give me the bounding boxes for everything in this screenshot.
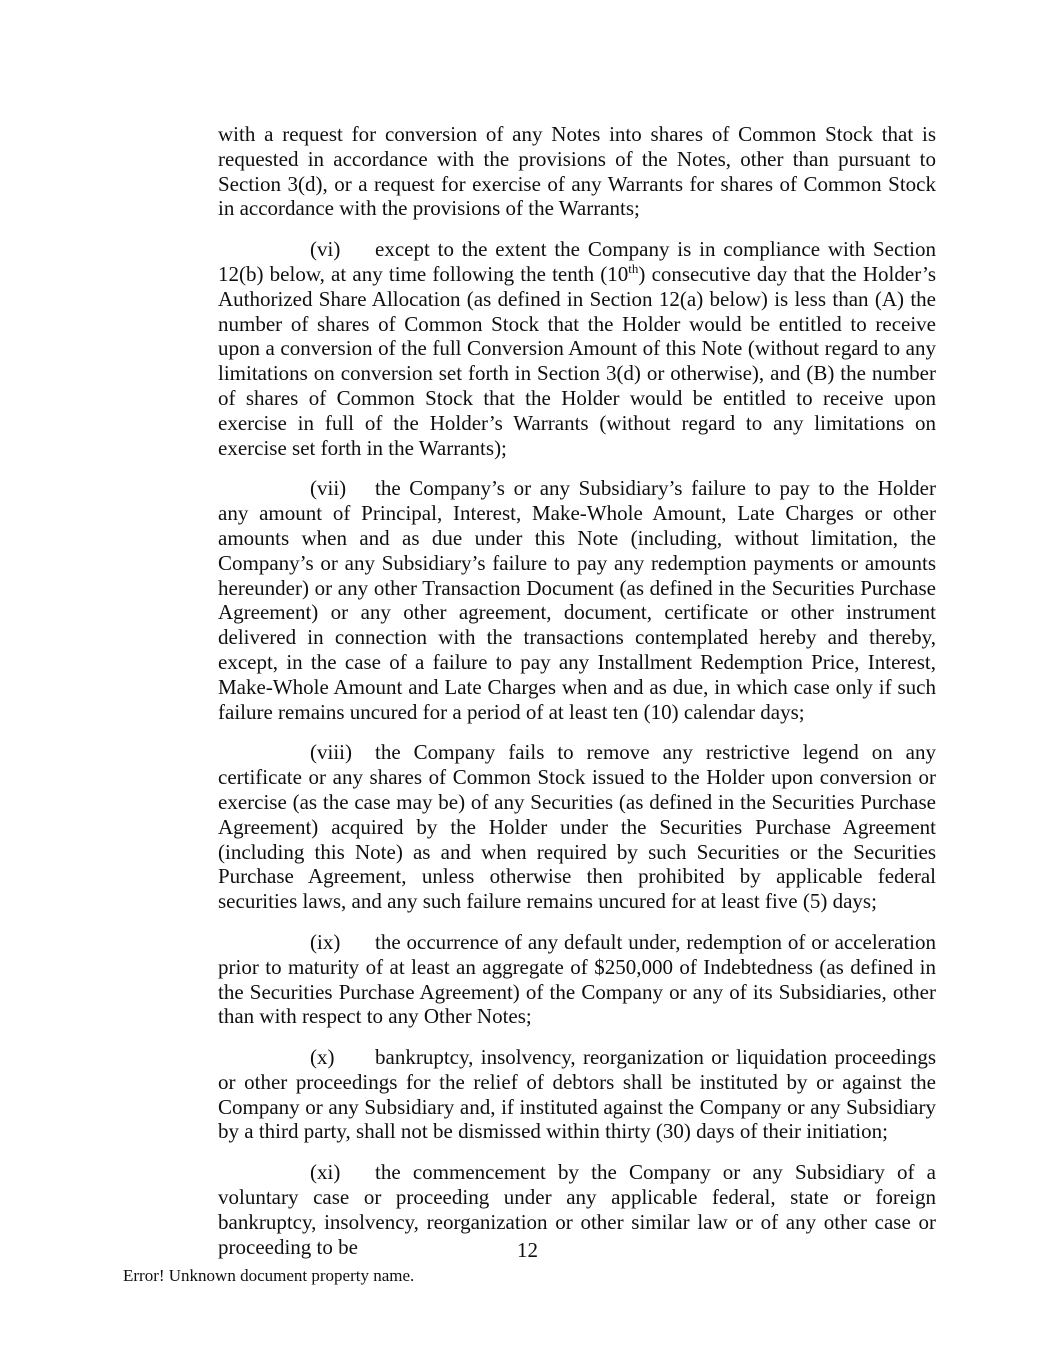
- clause-vi-text-before-sup: except to the extent the Company is in compliance with Section 12(b) below, at any time following the tenth (10: [218, 237, 936, 286]
- clause-vii-text: the Company’s or any Subsidiary’s failure to pay to the Holder any amount of Principal, Interest, Make-Whole Amount, Late Charges or other amounts when and as due under this Note (including, without limitation, the Company’s or any Subsidiary’s failure to pay any redemption payments or amounts hereunder) or any other Transaction Document (as defined in the Securities Purchase Agreement) or any other agreement, document, certificate or other instrument delivered in connection with the transactions contemplated hereby and thereby, except, in the case of a failure to pay any Installment Redemption Price, Interest, Make-Whole Amount and Late Charges when and as due, in which case only if such failure remains uncured for a period of at least ten (10) calendar days;: [218, 476, 936, 724]
- clause-vi-superscript: th: [628, 260, 639, 276]
- clause-ix-text: the occurrence of any default under, redemption of or acceleration prior to maturity of at least an aggregate of $250,000 of Indebtedness (as defined in the Securities Purchase Agreement) of the Company or any of its Subsidiaries, other than with respect to any Other Notes;: [218, 929, 936, 1029]
- clause-ix: [218, 930, 936, 1029]
- clause-xi-number: (xi): [310, 1160, 341, 1185]
- clause-x-text: bankruptcy, insolvency, reorganization or liquidation proceedings or other proceedings for the relief of debtors shall be instituted by or against the Company or any Subsidiary and, if instituted against the Company or any Subsidiary by a third party, shall not be dismissed within thirty (30) days of their initiation;: [218, 1045, 936, 1144]
- clause-xi-text: the commencement by the Company or any Subsidiary of a voluntary case or proceeding under any applicable federal, state or foreign bankruptcy, insolvency, reorganization or other similar law or of any other case or proceeding to be: [218, 1160, 936, 1259]
- clause-vi-text-after-sup: ) consecutive day that the Holder’s Authorized Share Allocation (as defined in Section 12(a) below) is less than (A) the number of shares of Common Stock that the Holder would be entitled to receive upon a conversion of the full Conversion Amount of this Note (without regard to any limitations on conversion set forth in Section 3(d) or otherwise), and (B) the number of shares of Common Stock that the Holder would be entitled to receive upon exercise in full of the Holder’s Warrants (without regard to any limitations on exercise set forth in the Warrants);: [218, 261, 936, 460]
- clause-x-number: (x): [310, 1045, 335, 1070]
- clause-vi-number: (vi): [310, 237, 341, 262]
- clause-ix-number: (ix): [310, 929, 341, 954]
- clause-viii-text: the Company fails to remove any restrictive legend on any certificate or any shares of Common Stock issued to the Holder upon conversion or exercise (as the case may be) of any Securities (as defined in the Securities Purchase Agreement) acquired by the Holder under the Securities Purchase Agreement (including this Note) as and when required by such Securities or the Securities Purchase Agreement, unless otherwise then prohibited by applicable federal securities laws, and any such failure remains uncured for at least five (5) days;: [218, 740, 936, 914]
- clause-x: [218, 1045, 936, 1144]
- paragraph-intro: [218, 122, 936, 221]
- clause-vii-number: (vii): [310, 476, 347, 501]
- document-body: [218, 122, 936, 1259]
- footer-error-text: Error! Unknown document property name.: [123, 1266, 415, 1285]
- clause-viii: [218, 740, 936, 914]
- clause-vii: [218, 476, 936, 724]
- paragraph-intro-text: with a request for conversion of any Notes into shares of Common Stock that is requested in accordance with the provisions of the Notes, other than pursuant to Section 3(d), or a request for exercise of any Warrants for shares of Common Stock in accordance with the provisions of the Warrants;: [218, 122, 936, 221]
- clause-vi: [218, 237, 936, 460]
- page-number: 12: [517, 1238, 538, 1262]
- clause-viii-number: (viii): [310, 740, 352, 765]
